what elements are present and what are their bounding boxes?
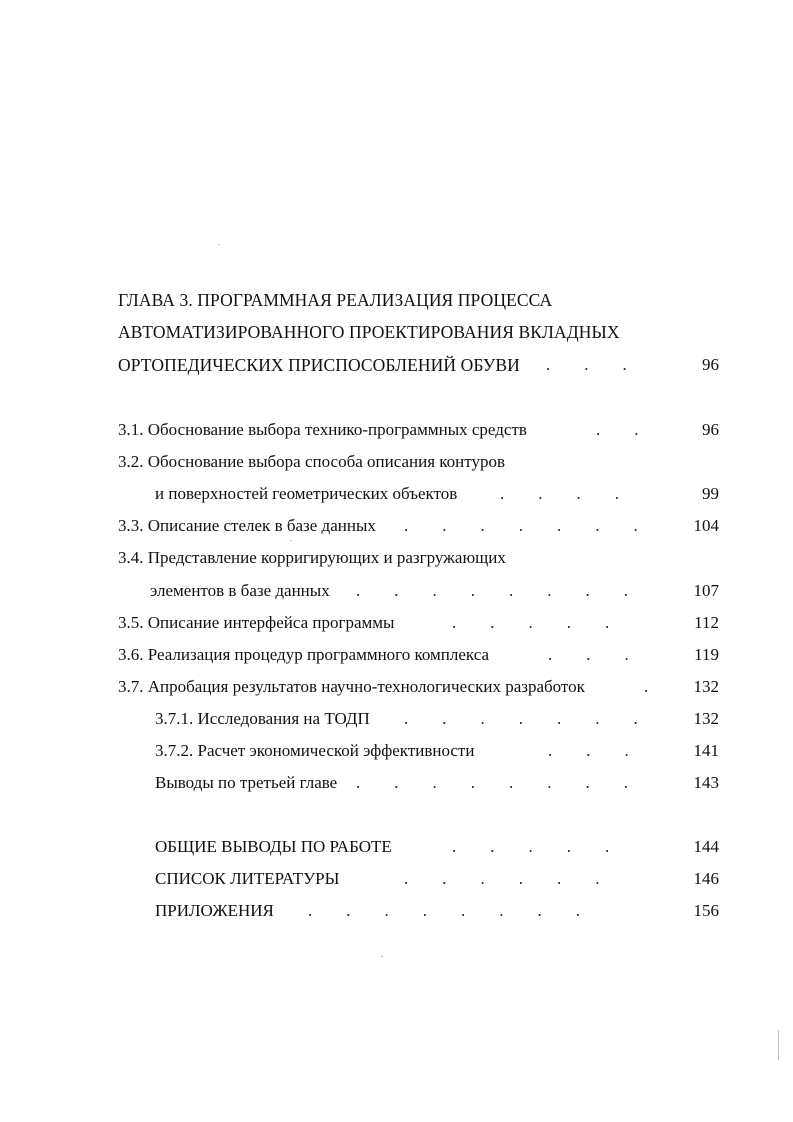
- chapter-title-text: ОРТОПЕДИЧЕСКИХ ПРИСПОСОБЛЕНИЙ ОБУВИ: [118, 355, 520, 375]
- dot-leader: . . . . .: [452, 613, 610, 632]
- toc-entry-page: 146: [693, 869, 719, 888]
- chapter-title-line-1: [0, 286, 793, 314]
- toc-entry-page: 143: [693, 773, 719, 792]
- toc-entry-title: 3.6. Реализация процедур программного комплекса: [118, 645, 490, 664]
- dot-leader: . . . . . .: [404, 869, 600, 888]
- toc-backmatter-entry: [0, 897, 793, 925]
- dot-leader: . . . . . . .: [404, 709, 638, 728]
- toc-entry: [0, 641, 793, 669]
- toc-entry-title: 3.7.2. Расчет экономической эффективности: [155, 741, 475, 760]
- toc-entry-title: Выводы по третьей главе: [155, 773, 338, 792]
- toc-entry-title: ПРИЛОЖЕНИЯ: [155, 901, 274, 920]
- dot-leader: . . . . . . . .: [356, 581, 628, 600]
- toc-entry-title: 3.1. Обоснование выбора технико-программных средств: [118, 420, 527, 439]
- toc-entry-title: ОБЩИЕ ВЫВОДЫ ПО РАБОТЕ: [155, 837, 392, 856]
- toc-entry: [0, 609, 793, 637]
- toc-entry-title: элементов в базе данных: [150, 581, 330, 600]
- scan-edge-mark: [778, 1030, 779, 1060]
- toc-entry: [0, 448, 793, 476]
- toc-backmatter-entry: [0, 833, 793, 861]
- dot-leader: . . . . . . .: [404, 516, 638, 535]
- dot-leader: . . .: [546, 355, 627, 374]
- toc-entry: [0, 512, 793, 540]
- toc-entry-title: 3.5. Описание интерфейса программы: [118, 613, 395, 632]
- dot-leader: .: [644, 677, 649, 696]
- toc-entry-page: 96: [702, 420, 719, 439]
- scan-speck: [218, 244, 220, 245]
- toc-entry-page: 119: [694, 645, 719, 664]
- toc-entry-title: и поверхностей геометрических объектов: [155, 484, 458, 503]
- dot-leader: . . . . . . . .: [356, 773, 628, 792]
- toc-entry: [0, 416, 793, 444]
- toc-entry-title: 3.3. Описание стелек в базе данных: [118, 516, 376, 535]
- toc-entry-page: 132: [693, 677, 719, 696]
- toc-entry: [0, 577, 793, 605]
- toc-entry-page: 141: [693, 741, 719, 760]
- chapter-title-text: АВТОМАТИЗИРОВАННОГО ПРОЕКТИРОВАНИЯ ВКЛАДНЫХ: [118, 322, 620, 342]
- chapter-page-number: 96: [702, 355, 719, 374]
- toc-entry-page: 107: [693, 581, 719, 600]
- chapter-title-text: ГЛАВА 3. ПРОГРАММНАЯ РЕАЛИЗАЦИЯ ПРОЦЕССА: [118, 290, 553, 310]
- dot-leader: . . . .: [500, 484, 619, 503]
- chapter-title-line-3: [0, 351, 793, 379]
- toc-entry: [0, 705, 793, 733]
- toc-entry-page: 104: [693, 516, 719, 535]
- toc-entry-title: СПИСОК ЛИТЕРАТУРЫ: [155, 869, 340, 888]
- toc-entry-page: 156: [693, 901, 719, 920]
- scan-speck: [381, 956, 383, 957]
- dot-leader: . .: [596, 420, 639, 439]
- toc-backmatter-entry: [0, 865, 793, 893]
- toc-entry-page: 99: [702, 484, 719, 503]
- toc-entry: [0, 673, 793, 701]
- dot-leader: . . . . . . . .: [308, 901, 580, 920]
- toc-entry-title: 3.7. Апробация результатов научно-технологических разработок: [118, 677, 585, 696]
- toc-entry-title: 3.4. Представление корригирующих и разгружающих: [118, 548, 506, 567]
- dot-leader: . . .: [548, 741, 629, 760]
- toc-entry-page: 112: [694, 613, 719, 632]
- toc-entry-title: 3.7.1. Исследования на ТОДП: [155, 709, 370, 728]
- toc-entry: [0, 737, 793, 765]
- toc-entry: [0, 544, 793, 572]
- scan-speck: [290, 540, 292, 541]
- dot-leader: . . . . .: [452, 837, 610, 856]
- dot-leader: . . .: [548, 645, 629, 664]
- toc-entry: [0, 769, 793, 797]
- toc-entry-page: 144: [693, 837, 719, 856]
- toc-entry-page: 132: [693, 709, 719, 728]
- toc-entry: [0, 480, 793, 508]
- chapter-title-line-2: [0, 318, 793, 346]
- toc-entry-title: 3.2. Обоснование выбора способа описания контуров: [118, 452, 506, 471]
